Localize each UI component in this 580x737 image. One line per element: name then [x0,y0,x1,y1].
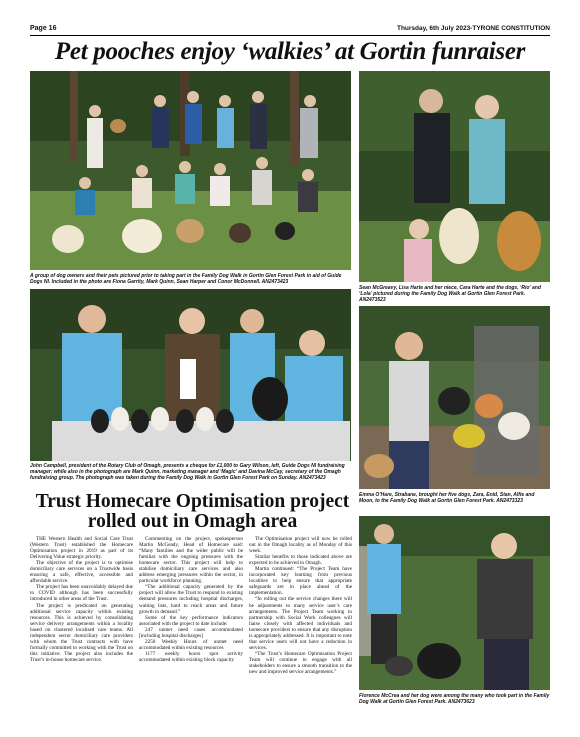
paragraph: The project has been unavoidably delayed due to COVID although has been successfully introduced in other areas of the Trust. [30,584,133,603]
paragraph: 1177 weekly hours spot activity accommodated within existing block capacity [139,650,243,663]
article-column-2 [139,536,243,663]
paragraph: THE Western Health and Social Care Trust (Western Trust) established the Homecare Optimisation project in 2019 as part of its Delivering Value strategic priority. [30,536,133,561]
article-headline: Trust Homecare Optimisation project rolled out in Omagh area [35,491,350,532]
date-and-paper: Thursday, 6th July 2023-TYRONE CONSTITUTION [396,25,550,32]
florence-photo-caption: Florence McCrea and her dog were among the many who took part in the Family Dog Walk at Gortin Glen Forest Park. AN2473623 [359,693,550,705]
article-column-3 [249,536,352,675]
paragraph: The Optimisation project will now be rolled out in the Omagh locality as of Monday of this week. [249,536,352,555]
article-column-1 [30,536,133,663]
paragraph: “The Trust’s Homecare Optimisation Project Team will continue to engage with all stakeholders to ensure a smooth transition to the new and improved service arrangements.” [249,650,352,676]
emma-photo-caption: Emma O’Hare, Strabane, brought her five dogs, Zara, Enid, Stan, Alfie and Moon, to the Family Dog Walk at Gortin Glen Forest Park. AN2473323 [359,492,535,504]
paragraph: The objective of the project is to optimise domiciliary care services on a Trustwide basis ensuring a safe, effective, accessible and affordable service. [30,560,133,585]
rotary-photo [30,289,351,461]
page-number: Page 16 [30,25,57,32]
paragraph: 2250 Weekly Hours of unmet need accommodated within existing resources [139,638,243,651]
florence-photo [359,516,550,690]
sean-photo-caption: Sean McGreavy, Lisa Harte and her niece, Cara Harte and the dogs, ‘Rio’ and ‘Lola’ pictured during the Family Dog Walk at Gortin Glen Forest Park. AN2473523 [359,285,541,303]
paragraph: 247 unmet need cases accommodated [including hospital discharges] [139,626,243,639]
emma-photo [359,306,550,489]
paragraph: “In rolling out the service changes there will be adjustments to many service user’s care arrangements. The Project Team working in partnership with Social Work colleagues will liaise closely with affected individuals and homecare providers to ensure that any disruption is appropriately addressed. It is important to note that service users will not have a reduction in services. [249,596,352,651]
rotary-photo-caption: John Campbell, president of the Rotary Club of Omagh, presents a cheque for £1,000 to Gary Wilson, left, Guide Dogs NI fundraising manager; while also in the photograph are Mark Quinn, marketing manager and ‘Magic’ and Davina McCay, secretary of the Omagh fundraising group. The photograph was taken during the Family Dog Walk in Gortin Glen Forest Park on Sunday. AN2473423 [30,463,345,481]
header-rule [30,35,550,36]
paragraph: Commenting on the project, spokesperson Martin McGeady, Head of Homecare said: “Many families and the wider public will be familiar with the ongoing pressures with the homecare sector. This project will help to stabilise domiciliary care services and also address emerging pressures within the sector, in particular workforce planning. [139,536,243,585]
sean-photo [359,71,550,282]
group-photo [30,71,351,270]
paragraph: “The additional capacity generated by the project will allow the Trust to respond to existing demand pressures including hospital discharges, waiting lists, hard to reach areas and future growth in demand.” [139,584,243,615]
group-photo-caption: A group of dog owners and their pets pictured prior to taking part in the Family Dog Walk in Gortin Glen Forest Park in aid of Guide Dogs NI. Included in the photo are Fiona Garrity, Mark Quinn, Sean Harper and Conor McDonnell. AN2473423 [30,273,342,285]
paragraph: Similar benefits to those indicated above are expected to be achieved in Omagh. [249,554,352,567]
page-headline: Pet pooches enjoy ‘walkies’ at Gortin funraiser [54,38,526,65]
paragraph: Some of the key performance indicators associated with the project to date include: [139,614,243,627]
paragraph: The project is predicated on generating additional service capacity within existing resources. This is achieved by consolidating service delivery arrangements within a locality based on clustered localised care teams. All independent sector domiciliary care providers with whom the Trust contracts with have formally committed to working with the Trust on this initiative. The project also includes the Trust’s in-house homecare service. [30,602,133,663]
paragraph: Martin continued: “The Project Team have incorporated key learning from previous localities to help ensure that appropriate safeguards are in place ahead of the implementation. [249,566,352,597]
